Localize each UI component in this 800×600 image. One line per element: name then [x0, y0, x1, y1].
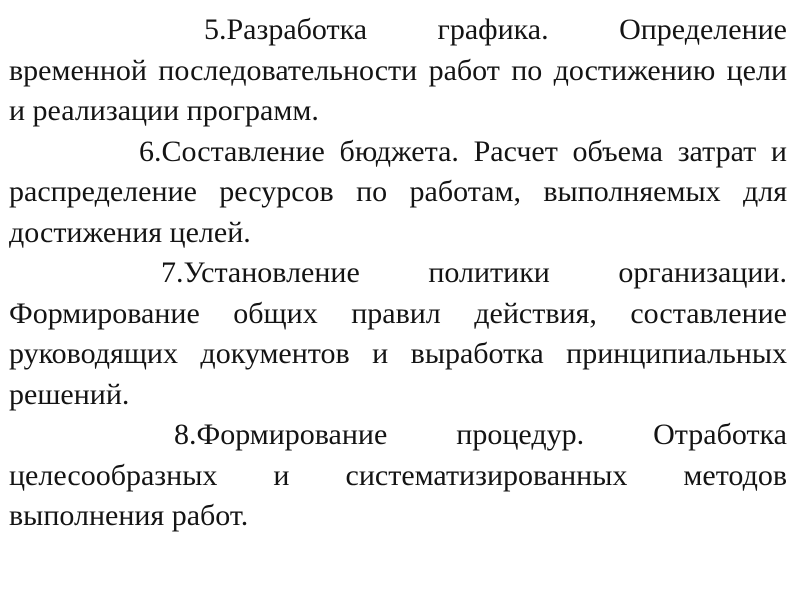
- paragraph-budget-preparation: 6.Составление бюджета. Расчет объема затрат и распределение ресурсов по работам, выполняемых для достижения целей.: [9, 134, 787, 249]
- paragraph-schedule-development: 5.Разработка графика. Определение временной последовательности работ по достижению цели и реализации программ.: [9, 13, 787, 127]
- paragraph-procedure-formation: 8.Формирование процедур. Отработка целесообразных и систематизированных методов выполнения работ.: [9, 418, 787, 532]
- paragraph-policy-establishment: 7.Установление политики организации. Формирование общих правил действия, составление руководящих документов и выработка принципиальных решений.: [9, 256, 787, 411]
- text-block: [9, 10, 787, 537]
